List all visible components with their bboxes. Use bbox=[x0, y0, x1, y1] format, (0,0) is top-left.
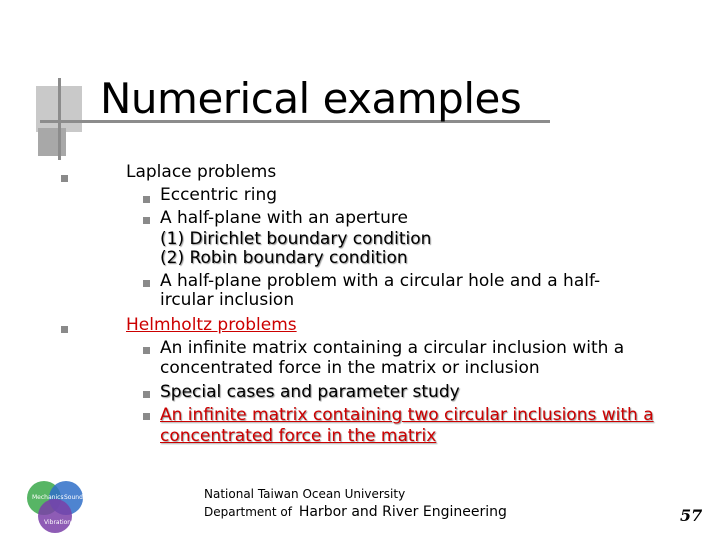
item-half-plane-aperture: A half-plane with an aperture bbox=[160, 208, 408, 228]
bullet-icon bbox=[143, 217, 150, 224]
item-dirichlet-condition: (1) Dirichlet boundary condition bbox=[160, 229, 432, 249]
bullet-icon bbox=[143, 196, 150, 203]
bullet-icon bbox=[143, 280, 150, 287]
logo-text-mechanics: Mechanics bbox=[32, 494, 64, 501]
footer-university: National Taiwan Ocean University bbox=[204, 487, 406, 501]
item-robin-condition: (2) Robin boundary condition bbox=[160, 248, 408, 268]
bullet-icon bbox=[143, 347, 150, 354]
item-half-plane-hole-cont: ircular inclusion bbox=[160, 290, 295, 310]
bullet-icon bbox=[61, 326, 68, 333]
logo-text-vibration: Vibration bbox=[44, 519, 72, 526]
logo-text-sound: Sound bbox=[64, 494, 83, 501]
logo-circle-vibration bbox=[38, 499, 72, 533]
item-laplace-problems: Laplace problems bbox=[126, 162, 277, 182]
page-number: 57 bbox=[680, 506, 703, 525]
item-eccentric-ring: Eccentric ring bbox=[160, 185, 278, 205]
bullet-icon bbox=[61, 175, 68, 182]
decoration-vertical-line bbox=[58, 78, 61, 160]
logo-msv bbox=[24, 476, 86, 536]
footer-dept-prefix: Department of bbox=[204, 505, 292, 519]
footer-dept-name: Harbor and River Engineering bbox=[298, 504, 507, 520]
footer-department bbox=[204, 504, 507, 520]
item-infinite-matrix-one: An infinite matrix containing a circular inclusion with a bbox=[160, 338, 625, 358]
item-special-cases: Special cases and parameter study bbox=[160, 382, 460, 402]
item-half-plane-hole: A half-plane problem with a circular hole and a half- bbox=[160, 271, 601, 291]
item-infinite-matrix-one-cont: concentrated force in the matrix or inclusion bbox=[160, 358, 540, 378]
bullet-icon bbox=[143, 413, 150, 420]
slide-title: Numerical examples bbox=[100, 74, 522, 123]
decoration-square-dark bbox=[38, 128, 66, 156]
item-infinite-matrix-two: An infinite matrix containing two circular inclusions with a bbox=[160, 405, 654, 425]
bullet-icon bbox=[143, 391, 150, 398]
item-helmholtz-problems: Helmholtz problems bbox=[126, 315, 297, 335]
item-infinite-matrix-two-cont: concentrated force in the matrix bbox=[160, 426, 437, 446]
